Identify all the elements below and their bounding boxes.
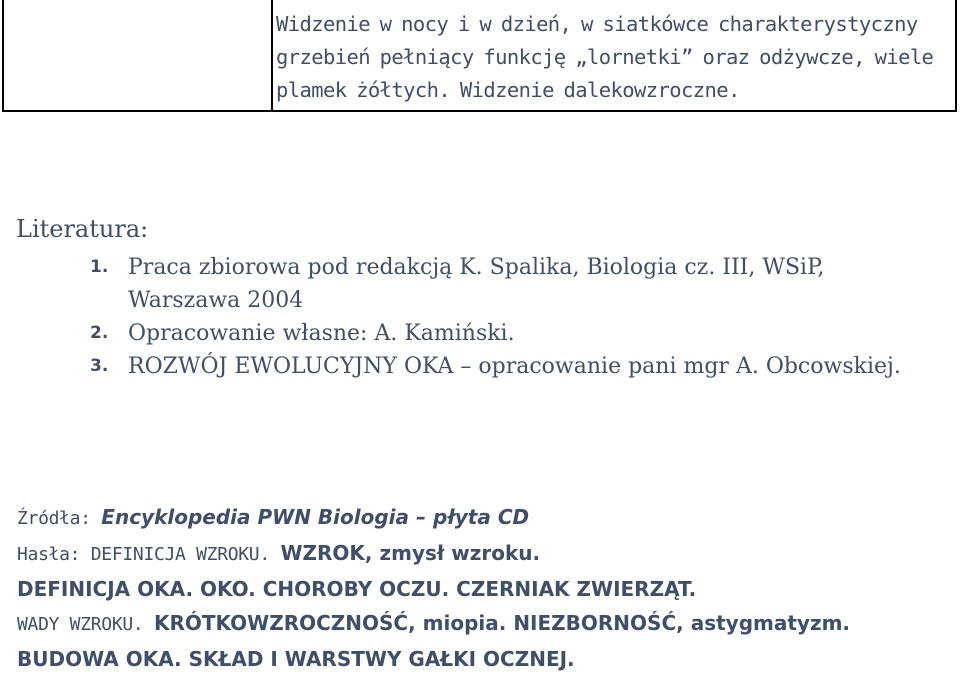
literature-item-number: 2. xyxy=(90,323,109,343)
literature-item-text: Praca zbiorowa pod redakcją K. Spalika, Biologia cz. III, WSiP, Warszawa 2004 xyxy=(128,255,825,313)
sources-entry-bold: WZROK, zmysł wzroku. xyxy=(280,541,541,565)
sources-entry-bold: BUDOWA OKA. SKŁAD I WARSTWY GAŁKI OCZNEJ. xyxy=(17,647,575,671)
literature-item xyxy=(0,317,960,350)
sources-line xyxy=(17,536,957,572)
literature-item-text: Opracowanie własne: A. Kamiński. xyxy=(128,321,515,346)
literature-item-number: 1. xyxy=(90,257,109,277)
literature-item-text: ROZWÓJ EWOLUCYJNY OKA – opracowanie pani mgr A. Obcowskiej. xyxy=(128,354,901,379)
literature-list xyxy=(0,251,960,383)
sources-line xyxy=(17,642,957,676)
sources-label: Źródła: xyxy=(17,508,102,529)
sources-entry-bold: DEFINICJA OKA. OKO. CHOROBY OCZU. CZERNIAK ZWIERZĄT. xyxy=(17,577,697,601)
sources-entry-label: Hasła: DEFINICJA WZROKU. xyxy=(17,544,281,565)
sources-line xyxy=(17,572,957,606)
sources-line xyxy=(17,500,957,536)
sources-line xyxy=(17,606,957,642)
sources-entry-bold: KRÓTKOWZROCZNOŚĆ, miopia. NIEZBORNOŚĆ, astygmatyzm. xyxy=(153,611,851,635)
literature-heading: Literatura: xyxy=(16,215,149,243)
table-column-divider xyxy=(271,0,273,110)
sources-section xyxy=(17,500,957,676)
table-cell-text: Widzenie w nocy i w dzień, w siatkówce charakterystyczny grzebień pełniący funkcję „lornetki” oraz odżywcze, wiele plamek żółtych. Widzenie dalekowzroczne. xyxy=(276,12,934,102)
literature-item xyxy=(0,251,960,317)
sources-entry-label: WADY WZROKU. xyxy=(17,614,154,635)
sources-title: Encyklopedia PWN Biologia – płyta CD xyxy=(101,505,530,529)
literature-item xyxy=(0,350,960,383)
literature-item-number: 3. xyxy=(90,356,109,376)
